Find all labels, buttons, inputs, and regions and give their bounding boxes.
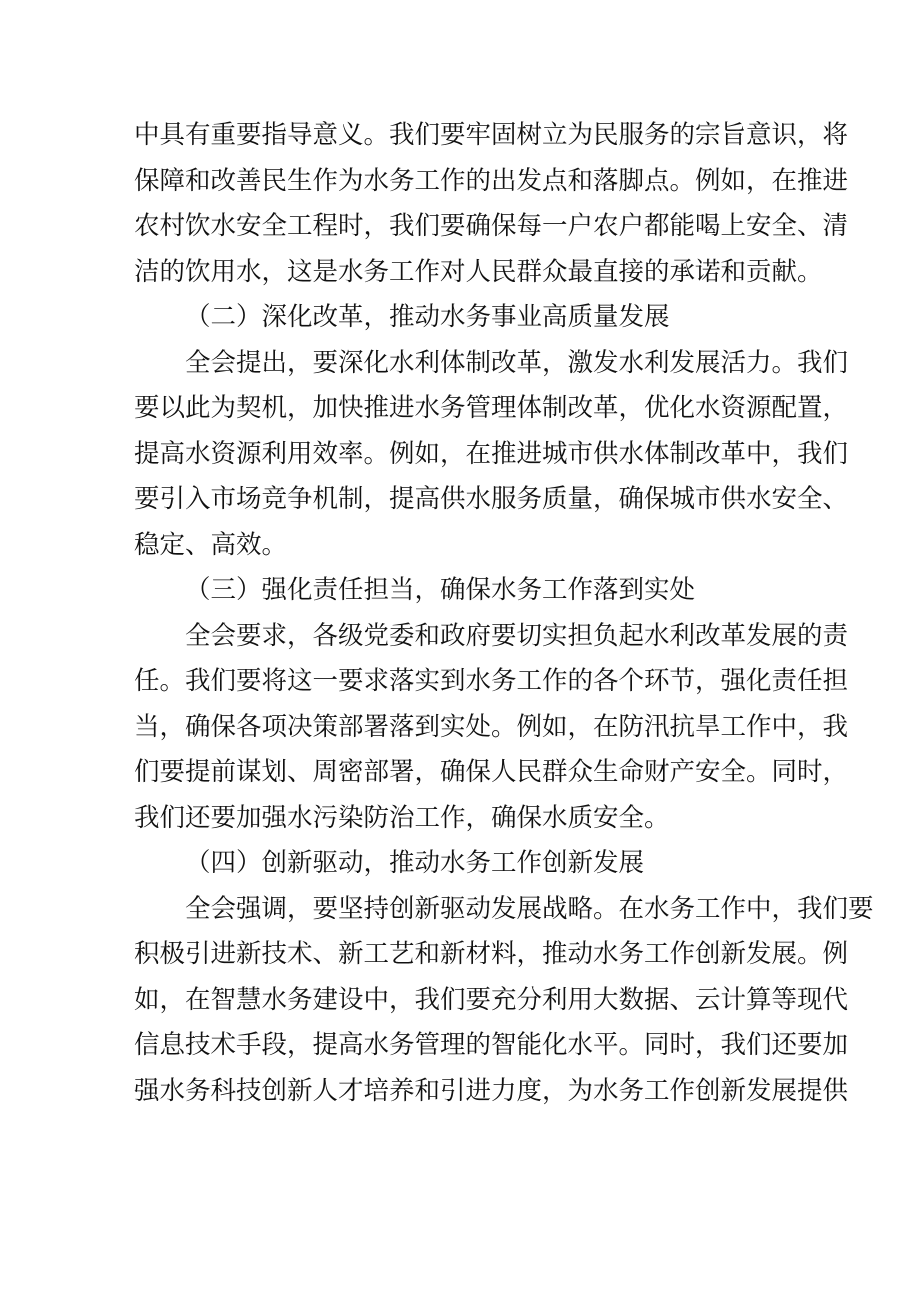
body-line: 当，确保各项决策部署落到实处。例如，在防汛抗旱工作中，我 [134, 711, 849, 742]
body-line: 农村饮水安全工程时，我们要确保每一户农户都能喝上安全、清 [134, 211, 849, 241]
document-body [134, 113, 874, 1114]
body-line: 要引入市场竞争机制，提高供水服务质量，确保城市供水安全、 [134, 484, 849, 514]
body-line: 稳定、高效。 [134, 529, 288, 560]
body-line: 保障和改善民生作为水务工作的出发点和落脚点。例如，在推进 [134, 165, 849, 196]
body-line: 中具有重要指导意义。我们要牢固树立为民服务的宗旨意识，将 [134, 120, 849, 150]
paragraph-first-line: 全会提出，要深化水利体制改革，激发水利发展活力。我们 [185, 347, 849, 378]
body-line: 任。我们要将这一要求落实到水务工作的各个环节，强化责任担 [134, 666, 849, 696]
body-line: 如，在智慧水务建设中，我们要充分利用大数据、云计算等现代 [134, 984, 849, 1015]
body-line: 强水务科技创新人才培养和引进力度，为水务工作创新发展提供 [134, 1075, 849, 1106]
body-line: 信息技术手段，提高水务管理的智能化水平。同时，我们还要加 [134, 1030, 849, 1060]
paragraph-first-line: 全会强调，要坚持创新驱动发展战略。在水务工作中，我们要 [185, 893, 874, 924]
body-line: 我们还要加强水污染防治工作，确保水质安全。 [134, 802, 670, 833]
body-line: 们要提前谋划、周密部署，确保人民群众生命财产安全。同时， [134, 757, 849, 787]
section-heading-4: （四）创新驱动，推动水务工作创新发展 [185, 848, 645, 878]
section-heading-3: （三）强化责任担当，确保水务工作落到实处 [185, 575, 696, 605]
paragraph-first-line: 全会要求，各级党委和政府要切实担负起水利改革发展的责 [185, 620, 849, 651]
body-line: 提高水资源利用效率。例如，在推进城市供水体制改革中，我们 [134, 438, 849, 469]
body-line: 要以此为契机，加快推进水务管理体制改革，优化水资源配置， [134, 393, 849, 423]
section-heading-2: （二）深化改革，推动水务事业高质量发展 [185, 302, 670, 332]
body-line: 积极引进新技术、新工艺和新材料，推动水务工作创新发展。例 [134, 939, 849, 969]
body-line: 洁的饮用水，这是水务工作对人民群众最直接的承诺和贡献。 [134, 256, 823, 287]
